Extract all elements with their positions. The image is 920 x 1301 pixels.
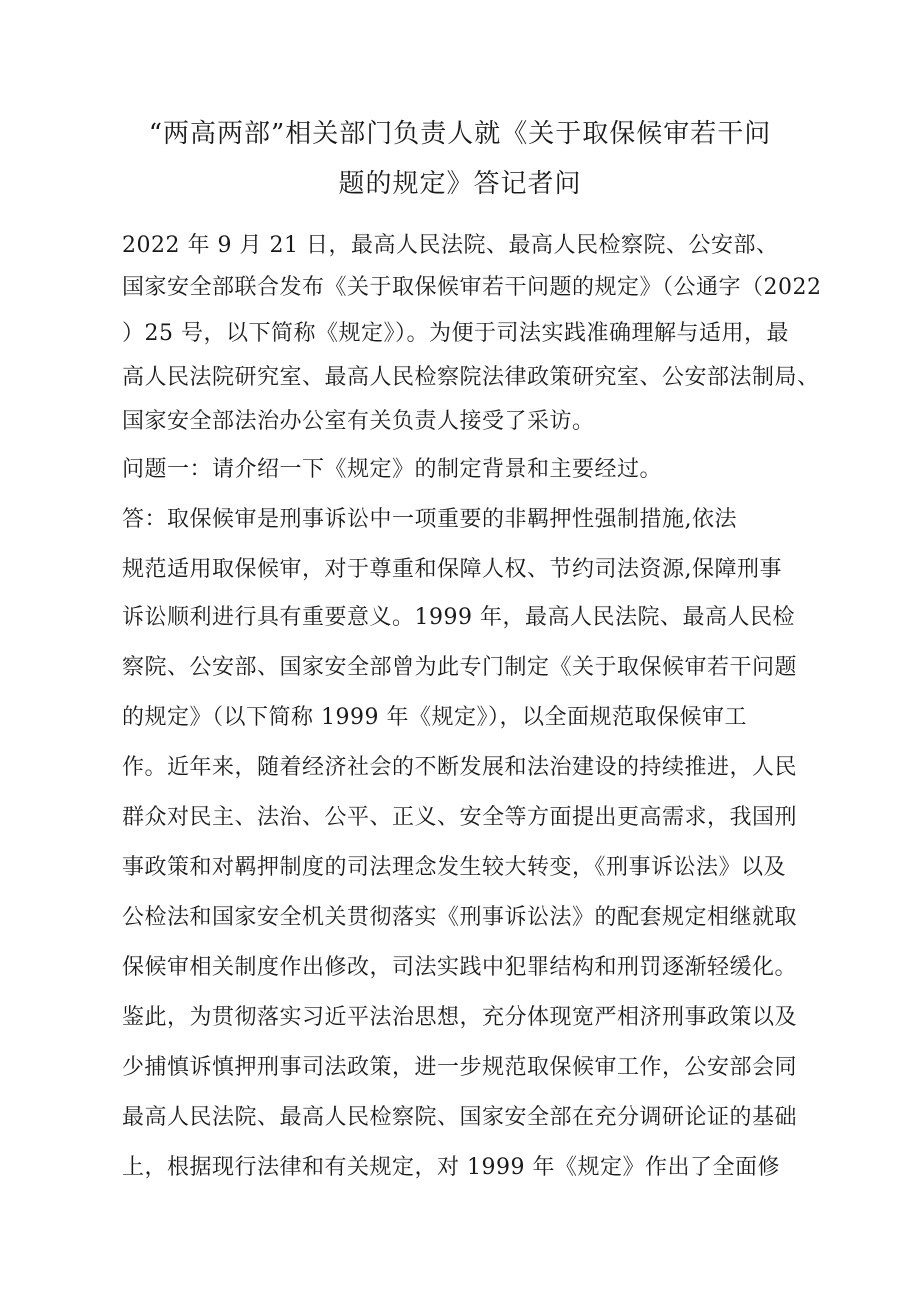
paragraph-line: 规范适用取保候审，对于尊重和保障人权、节约司法资源,保障刑事 [122, 557, 782, 582]
paragraph-line: 国家安全部法治办公室有关负责人接受了采访。 [122, 409, 595, 434]
paragraph-line: 鉴此，为贯彻落实习近平法治思想，充分体现宽严相济刑事政策以及 [122, 1005, 798, 1030]
paragraph-line: 高人民法院研究室、最高人民检察院法律政策研究室、公安部法制局、 [122, 365, 820, 390]
paragraph-line: 问题一：请介绍一下《规定》的制定背景和主要经过。 [122, 457, 663, 482]
paragraph-line: 察院、公安部、国家安全部曾为此专门制定《关于取保候审若干问题 [122, 655, 798, 680]
paragraph-line: 保候审相关制度作出修改，司法实践中犯罪结构和刑罚逐渐轻缓化。 [122, 955, 798, 980]
paragraph-line: 事政策和对羁押制度的司法理念发生较大转变，《刑事诉讼法》以及 [122, 855, 787, 880]
paragraph-line: 诉讼顺利进行具有重要意义。1999 年，最高人民法院、最高人民检 [122, 605, 795, 630]
paragraph-line: 少捕慎诉慎押刑事司法政策，进一步规范取保候审工作，公安部会同 [122, 1055, 798, 1080]
document-title-line-1: “两高两部”相关部门负责人就《关于取保候审若干问 [148, 119, 772, 149]
paragraph-line: 群众对民主、法治、公平、正义、安全等方面提出更高需求，我国刑 [122, 805, 798, 830]
document-title-line-2: 题的规定》答记者问 [338, 169, 582, 199]
paragraph-line: 2022 年 9 月 21 日，最高人民法院、最高人民检察院、公安部、 [122, 233, 779, 258]
paragraph-line: 的规定》（以下简称 1999 年《规定》），以全面规范取保候审工 [122, 705, 747, 730]
paragraph-line: 最高人民法院、最高人民检察院、国家安全部在充分调研论证的基础 [122, 1105, 798, 1130]
paragraph-line: ）25 号，以下简称《规定》）。为便于司法实践准确理解与适用，最 [122, 321, 789, 346]
paragraph-line: 国家安全部联合发布《关于取保候审若干问题的规定》（公通字（2022 [122, 275, 822, 300]
paragraph-line: 作。近年来，随着经济社会的不断发展和法治建设的持续推进，人民 [122, 755, 798, 780]
paragraph-line: 答：取保候审是刑事诉讼中一项重要的非羁押性强制措施,依法 [122, 507, 737, 532]
paragraph-line: 公检法和国家安全机关贯彻落实《刑事诉讼法》的配套规定相继就取 [122, 905, 798, 930]
paragraph-line: 上，根据现行法律和有关规定，对 1999 年《规定》作出了全面修 [122, 1155, 780, 1180]
